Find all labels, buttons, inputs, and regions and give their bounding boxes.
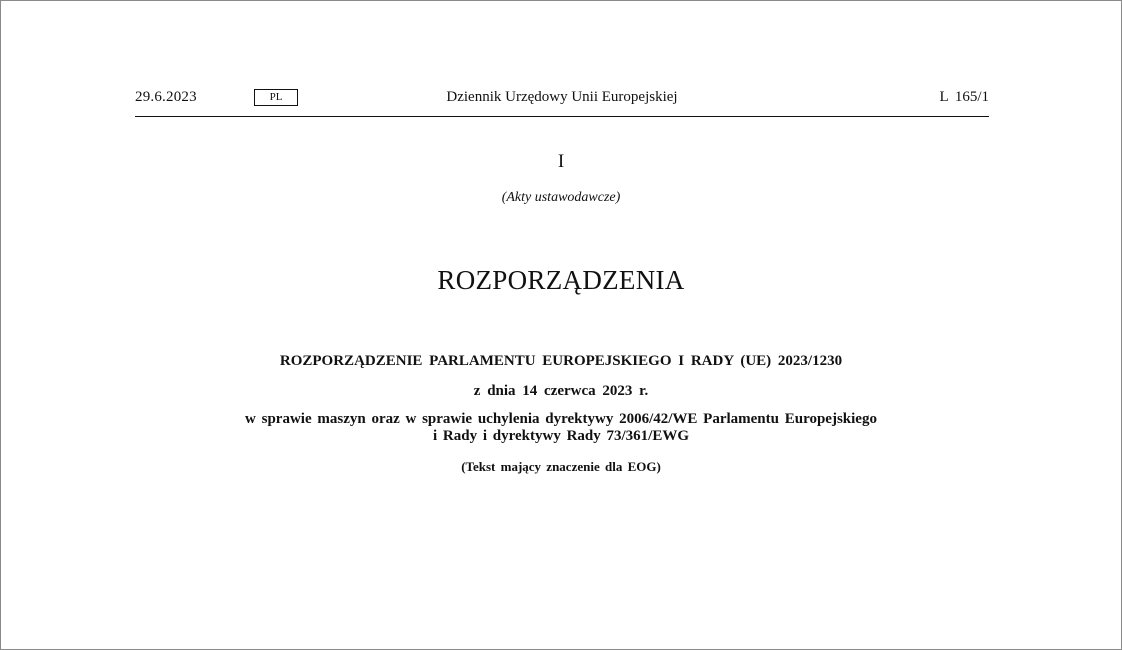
header-divider bbox=[135, 116, 989, 117]
act-type: (Akty ustawodawcze) bbox=[501, 190, 621, 205]
regulation-title: ROZPORZĄDZENIE PARLAMENTU EUROPEJSKIEGO I RADY (UE) 2023/1230 bbox=[279, 353, 843, 369]
part-number: I bbox=[557, 151, 565, 172]
page-reference: L 165/1 bbox=[939, 89, 989, 105]
eea-relevance-note: (Tekst mający znaczenie dla EOG) bbox=[461, 459, 661, 474]
page-header bbox=[135, 89, 989, 117]
regulation-subject bbox=[1, 411, 1121, 445]
journal-title: Dziennik Urzędowy Unii Europejskiej bbox=[446, 89, 678, 105]
regulation-subject-line-1: w sprawie maszyn oraz w sprawie uchylenia dyrektywy 2006/42/WE Parlamentu Europejskiego bbox=[245, 411, 877, 427]
language-badge: PL bbox=[254, 89, 298, 106]
regulation-subject-line-2: i Rady i dyrektywy Rady 73/361/EWG bbox=[433, 428, 689, 444]
publication-date: 29.6.2023 bbox=[135, 89, 197, 105]
section-heading: ROZPORZĄDZENIA bbox=[437, 265, 685, 295]
regulation-date: z dnia 14 czerwca 2023 r. bbox=[473, 383, 649, 399]
